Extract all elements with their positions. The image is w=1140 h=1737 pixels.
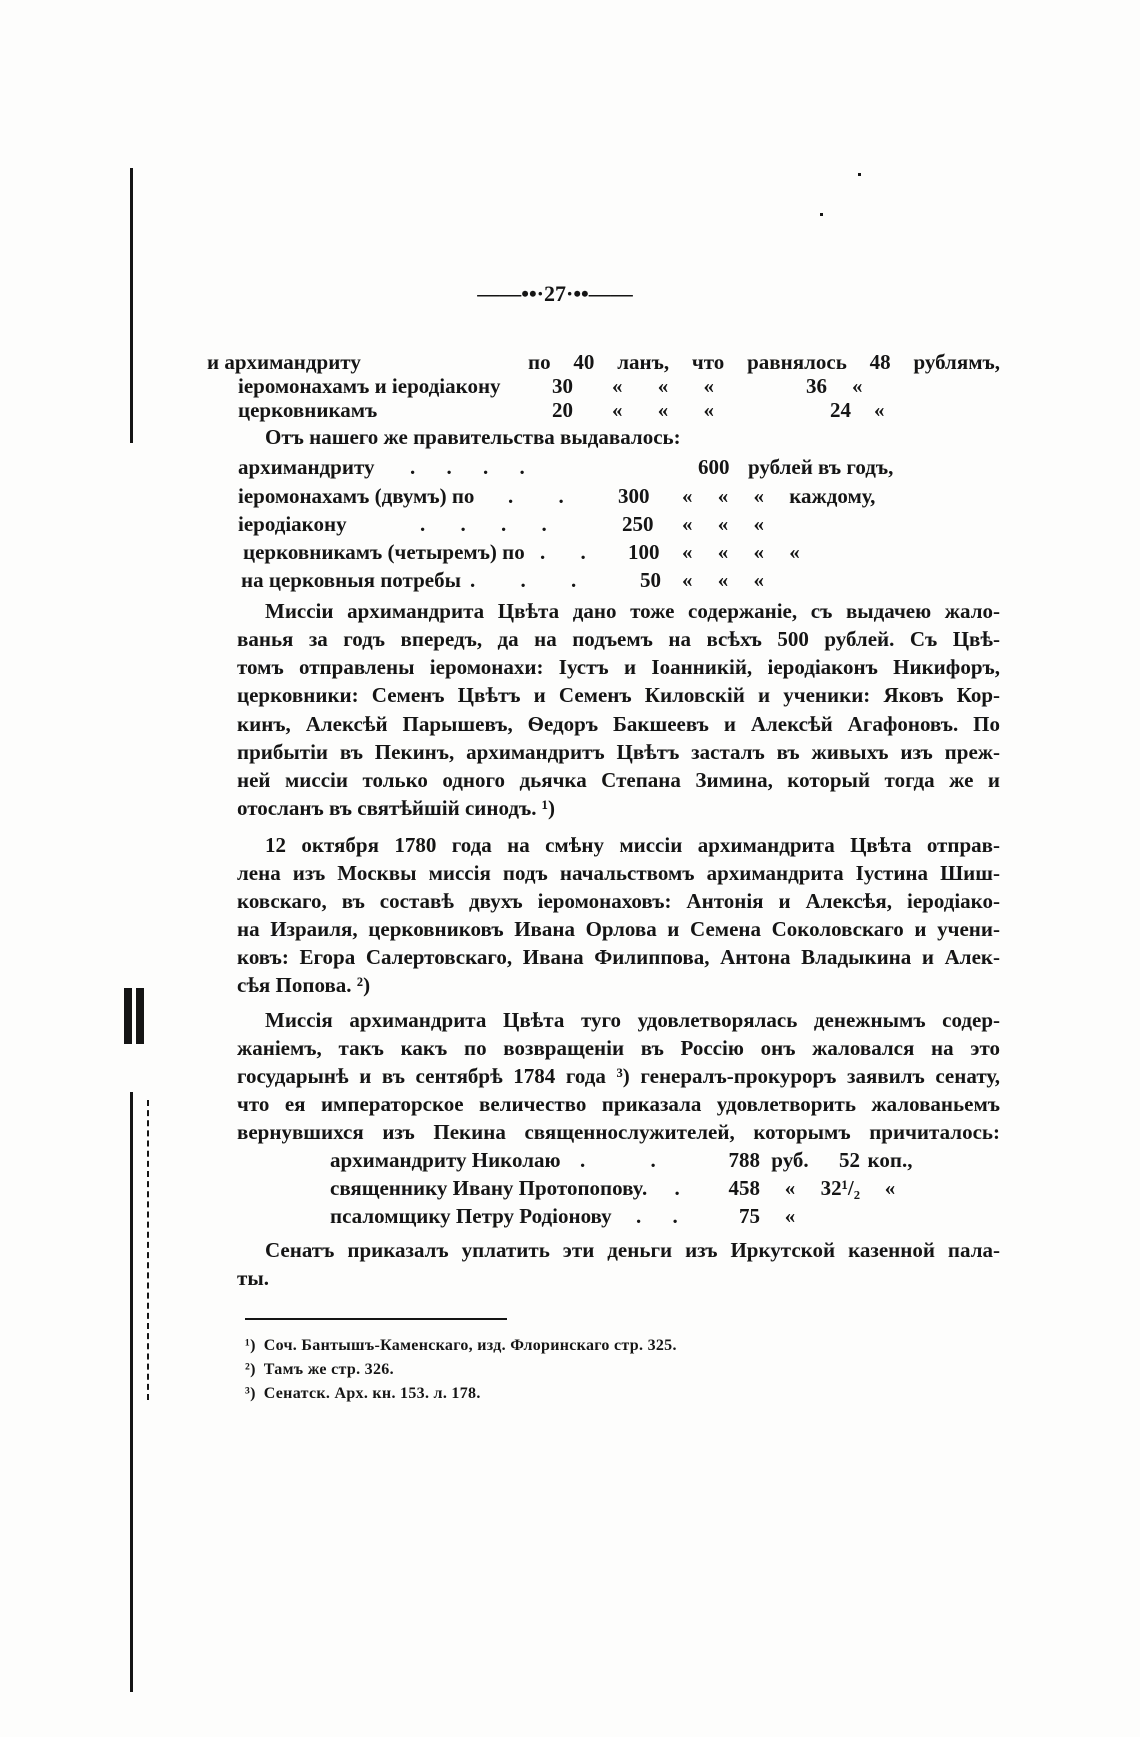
government-payment-row [0, 453, 1140, 481]
salary-kopeks: 32¹/₂ [820, 1176, 860, 1200]
paragraph-line: отосланъ въ святѣйшій синодъ. ¹) [237, 796, 556, 820]
dot-leader: . . . [470, 568, 577, 592]
payment-amount: 50 [640, 568, 661, 592]
paragraph-line: жаніемъ, такъ какъ по возвращеніи въ Россію онъ жаловался на это [237, 1036, 1000, 1060]
payment-unit: « « « [682, 512, 764, 536]
paragraph-line: Миссія архимандрита Цвѣта туго удовлетворялась денежнымъ содер- [265, 1008, 1000, 1032]
footnote-separator [245, 1318, 507, 1320]
government-payment-row [0, 566, 1140, 594]
footnote-text: Сенатск. Арх. кн. 153. л. 178. [263, 1385, 481, 1402]
salary-recipient: архимандриту Николаю [330, 1148, 561, 1172]
footnote-text: Тамъ же стр. 326. [263, 1361, 394, 1378]
salary-row [0, 1174, 1140, 1202]
paragraph-line: прибытіи въ Пекинъ, архимандритъ Цвѣтъ засталъ въ живыхъ изъ преж- [237, 740, 1000, 764]
footnote-text: Соч. Бантышъ-Каменскаго, изд. Флоринскаго стр. 325. [263, 1337, 677, 1354]
salary-rubles: 458 [728, 1176, 760, 1200]
payment-recipient: іеродіакону [238, 512, 347, 536]
payment-recipient: церковникамъ (четыремъ) по [243, 540, 525, 564]
payment-recipient: на церковныя потребы [241, 568, 461, 592]
china-payment-row [0, 396, 1140, 424]
government-payment-row [0, 510, 1140, 538]
paragraph-line: вернувшихся изъ Пекина священнослужителей, которымъ причиталось: [237, 1120, 1000, 1144]
salary-recipient: псаломщику Петру Родіонову [330, 1204, 612, 1228]
page-number: 27 [544, 281, 566, 306]
salary-rubles-unit: « [784, 1176, 796, 1200]
salary-row [0, 1146, 1140, 1174]
paragraph-line: ковскаго, въ составѣ двухъ іеромонаховъ: Антонія и Алексѣя, іеродіако- [237, 889, 1000, 913]
scan-artifact-dot [820, 213, 823, 216]
salary-row [0, 1202, 1140, 1230]
payment-rubles: 36 [806, 374, 827, 398]
paragraph-line: сѣя Попова. ²) [237, 973, 371, 997]
payment-rubles: 24 [830, 398, 851, 422]
page-header [455, 279, 655, 309]
paragraph-line: Сенатъ приказалъ уплатить эти деньги изъ Иркутской казенной пала- [265, 1238, 1000, 1262]
government-payments-intro: Отъ нашего же правительства выдавалось: [265, 425, 681, 449]
paragraph-line: томъ отправлены іеромонахи: Іустъ и Іоанникій, іеродіаконъ Никифоръ, [237, 655, 1000, 679]
paragraph-line: ты. [237, 1266, 269, 1290]
dot-leader: . . [580, 1148, 656, 1172]
payment-unit: « « « [682, 568, 764, 592]
salary-rubles-unit: руб. [771, 1148, 809, 1172]
payment-recipient: церковникамъ [238, 398, 378, 422]
salary-kopeks-unit: коп., [867, 1148, 913, 1172]
scan-artifact-bar [136, 988, 144, 1044]
paragraph-line: лена изъ Москвы миссія подъ начальствомъ архимандрита Іустина Шиш- [237, 861, 1000, 885]
paragraph-line: на Израиля, церковниковъ Ивана Орлова и Семена Соколовскаго и учени- [237, 917, 1000, 941]
scan-artifact-dot [858, 173, 861, 176]
paragraph-line: 12 октября 1780 года на смѣну миссіи архимандрита Цвѣта отправ- [265, 833, 1000, 857]
paragraph-line: церковники: Семенъ Цвѣтъ и Семенъ Киловскій и ученики: Яковъ Кор- [237, 683, 1000, 707]
payment-amount: 300 [618, 484, 650, 508]
footnote [245, 1334, 677, 1358]
payment-unit: « « « каждому, [682, 484, 876, 508]
payment-unit: « « « « [682, 540, 800, 564]
paragraph-line: Миссіи архимандрита Цвѣта дано тоже содержаніе, съ выдачею жало- [265, 599, 1000, 623]
payment-recipient: и архимандриту [207, 350, 361, 374]
dot-leader: . . . . [410, 455, 525, 479]
ditto-mark: « [852, 374, 863, 398]
paragraph-line: кинъ, Алексѣй Парышевъ, Ѳедоръ Бакшеевъ и Алексѣй Агафоновъ. По [237, 712, 1000, 736]
salary-kopeks-unit: « [884, 1176, 896, 1200]
scan-artifact-bar [124, 988, 132, 1044]
footnote [245, 1358, 394, 1382]
payment-recipient: іеромонахамъ (двумъ) по [238, 484, 475, 508]
payment-amount: 600 [698, 455, 730, 479]
header-ornament-right: ·••—— [566, 281, 633, 306]
footnote [245, 1382, 481, 1406]
payment-amount: 250 [622, 512, 654, 536]
footnote-mark: ³) [245, 1385, 256, 1402]
salary-recipient: священнику Ивану Протопопову [330, 1176, 644, 1200]
ditto-marks: « « « [612, 374, 714, 398]
payment-recipient: архимандриту [238, 455, 375, 479]
paragraph-line: ней миссіи только одного дьячка Степана Зимина, который тогда же и [237, 768, 1000, 792]
paragraph-line: ковъ: Егора Салертовскаго, Ивана Филиппова, Антона Владыкина и Алек- [237, 945, 1000, 969]
ditto-marks: « « « [612, 398, 714, 422]
paragraph-line: государынѣ и въ сентябрѣ 1784 года ³) генералъ-прокуроръ заявилъ сенату, [237, 1064, 1000, 1088]
payment-recipient: іеромонахамъ и іеродіакону [238, 374, 501, 398]
scan-artifact-dashed-line [147, 1100, 149, 1400]
ditto-mark: « [874, 398, 885, 422]
payment-unit: рублей въ годъ, [748, 455, 894, 479]
salary-rubles: 788 [728, 1148, 760, 1172]
government-payment-row [0, 538, 1140, 566]
paragraph-line: ванья за годъ впередъ, да на подъемъ на всѣхъ 500 рублей. Съ Цвѣ- [237, 627, 1000, 651]
payment-amount: 20 [552, 398, 573, 422]
payment-amount: 30 [552, 374, 573, 398]
dot-leader: . . [642, 1176, 680, 1200]
dot-leader: . . [508, 484, 564, 508]
dot-leader: . . [540, 540, 586, 564]
salary-rubles: 75 [739, 1204, 760, 1228]
dot-leader: . . [636, 1204, 678, 1228]
dot-leader: . . . . [420, 512, 547, 536]
payment-amount: 100 [628, 540, 660, 564]
salary-rubles-unit: « [784, 1204, 796, 1228]
payment-text: по 40 ланъ, что равнялось 48 рублямъ, [528, 350, 1000, 374]
government-payment-row [0, 482, 1140, 510]
salary-kopeks: 52 [839, 1148, 860, 1172]
paragraph-line: что ея императорское величество приказала удовлетворить жалованьемъ [237, 1092, 1000, 1116]
header-ornament-left: ——••· [477, 281, 544, 306]
footnote-mark: ²) [245, 1361, 256, 1378]
footnote-mark: ¹) [245, 1337, 256, 1354]
